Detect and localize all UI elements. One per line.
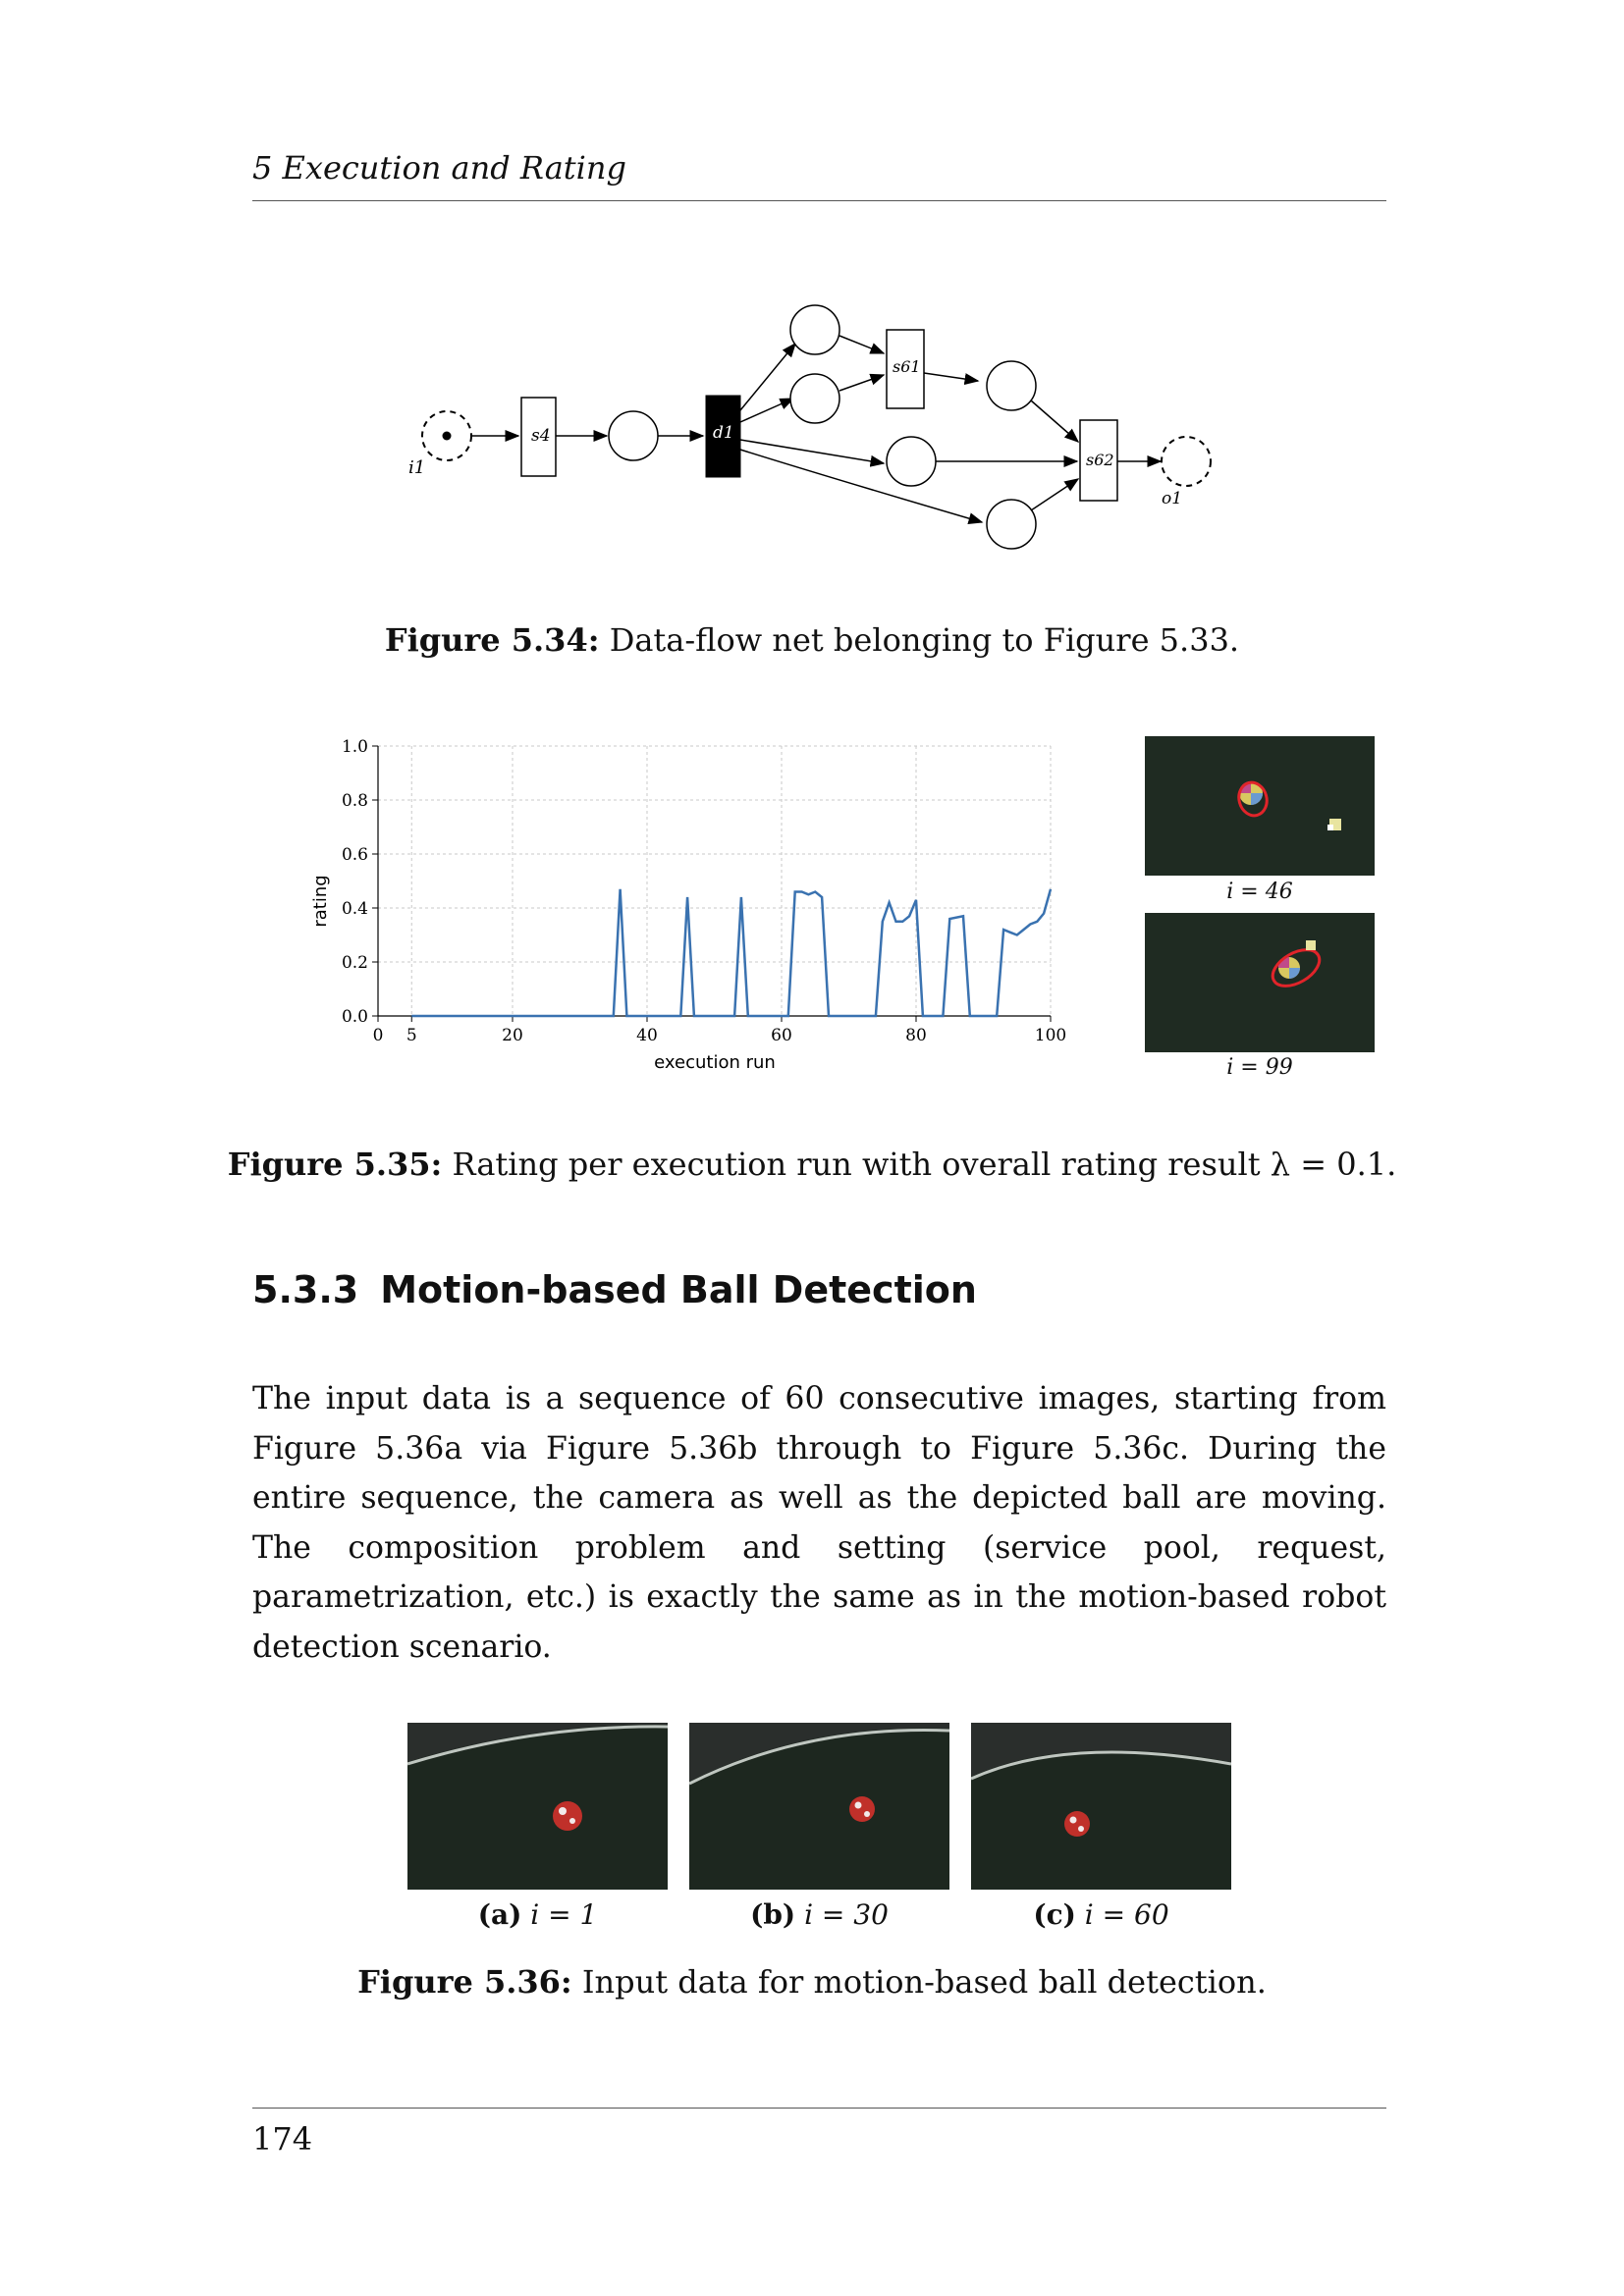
- caption-label: Figure 5.36:: [357, 1963, 572, 2001]
- rating-chart: [304, 726, 1080, 1080]
- subfigure-b-label: [689, 1898, 949, 1931]
- subfigure-c-tag: (c): [1033, 1898, 1076, 1931]
- frame-i-46-image: [1145, 736, 1375, 876]
- caption-text: Rating per execution run with overall rating result λ = 0.1.: [452, 1146, 1397, 1183]
- running-head: 5 Execution and Rating: [252, 149, 626, 187]
- place-o1: [1162, 437, 1211, 486]
- place-p5: [887, 437, 936, 486]
- x-tick-label: 100: [1034, 1026, 1067, 1045]
- subfigure-b-tag: (b): [750, 1898, 796, 1931]
- frame-c-image: [971, 1723, 1231, 1890]
- frame-label-i-46: i = 46: [1226, 880, 1293, 904]
- place-p3: [790, 374, 839, 423]
- data-flow-net-diagram: [393, 285, 1257, 569]
- place-p2: [790, 305, 839, 354]
- label-o1: o1: [1162, 489, 1183, 508]
- place-p6: [987, 500, 1036, 549]
- chart-xlabel: execution run: [654, 1052, 776, 1073]
- figure-5-35-caption: [0, 1146, 1624, 1183]
- y-tick-label: 1.0: [341, 737, 368, 757]
- label-s61: s61: [893, 357, 921, 376]
- section-heading: [252, 1268, 977, 1311]
- figure-5-34-caption: [0, 621, 1624, 659]
- frame-b-image: [689, 1723, 949, 1890]
- y-tick-label: 0.6: [341, 845, 368, 865]
- x-tick-label: 60: [771, 1026, 792, 1045]
- x-tick-label: 80: [905, 1026, 927, 1045]
- subfigure-b-text: i = 30: [804, 1898, 889, 1931]
- caption-text: Input data for motion-based ball detection.: [581, 1963, 1267, 2001]
- subfigure-a-tag: (a): [477, 1898, 522, 1931]
- label-s4: s4: [531, 426, 551, 446]
- frame-a-image: [407, 1723, 668, 1890]
- caption-label: Figure 5.34:: [384, 621, 600, 659]
- figure-5-36-caption: [0, 1963, 1624, 2001]
- subfigure-a-label: [407, 1898, 668, 1931]
- page-number: 174: [252, 2120, 313, 2158]
- header-rule: [252, 200, 1386, 201]
- x-tick-label: 0: [372, 1026, 384, 1045]
- frame-i-99-image: [1145, 913, 1375, 1052]
- y-tick-label: 0.0: [341, 1007, 368, 1027]
- y-tick-label: 0.4: [341, 899, 368, 919]
- token: [443, 432, 452, 441]
- rating-series-line: [411, 889, 1051, 1016]
- body-paragraph: The input data is a sequence of 60 consecutive images, starting from Figure 5.36a via Figure 5.36b through to Figure 5.36c. During the entire sequence, the camera as well as the depicted ball are moving. The composition problem and setting (service pool, request, parametrization, etc.) is exactly the same as in the motion-based robot detection scenario.: [252, 1381, 1386, 1665]
- footer-rule: [252, 2108, 1386, 2109]
- subfigure-c-label: [971, 1898, 1231, 1931]
- caption-label: Figure 5.35:: [227, 1146, 443, 1183]
- caption-text: Data-flow net belonging to Figure 5.33.: [609, 621, 1240, 659]
- place-p4: [987, 361, 1036, 410]
- subfigure-c-text: i = 60: [1084, 1898, 1169, 1931]
- chart-ylabel: rating: [310, 875, 331, 928]
- x-tick-label: 5: [406, 1026, 417, 1045]
- y-tick-label: 0.8: [341, 791, 368, 811]
- label-d1: d1: [713, 423, 734, 443]
- section-number: 5.3.3: [252, 1268, 359, 1311]
- y-tick-label: 0.2: [341, 953, 368, 973]
- label-i1: i1: [408, 457, 426, 478]
- section-title: Motion-based Ball Detection: [380, 1268, 977, 1311]
- label-s62: s62: [1086, 451, 1114, 469]
- subfigure-a-text: i = 1: [530, 1898, 598, 1931]
- x-tick-label: 20: [502, 1026, 523, 1045]
- place-p1: [609, 411, 658, 460]
- frame-label-i-99: i = 99: [1226, 1055, 1293, 1080]
- x-tick-label: 40: [636, 1026, 658, 1045]
